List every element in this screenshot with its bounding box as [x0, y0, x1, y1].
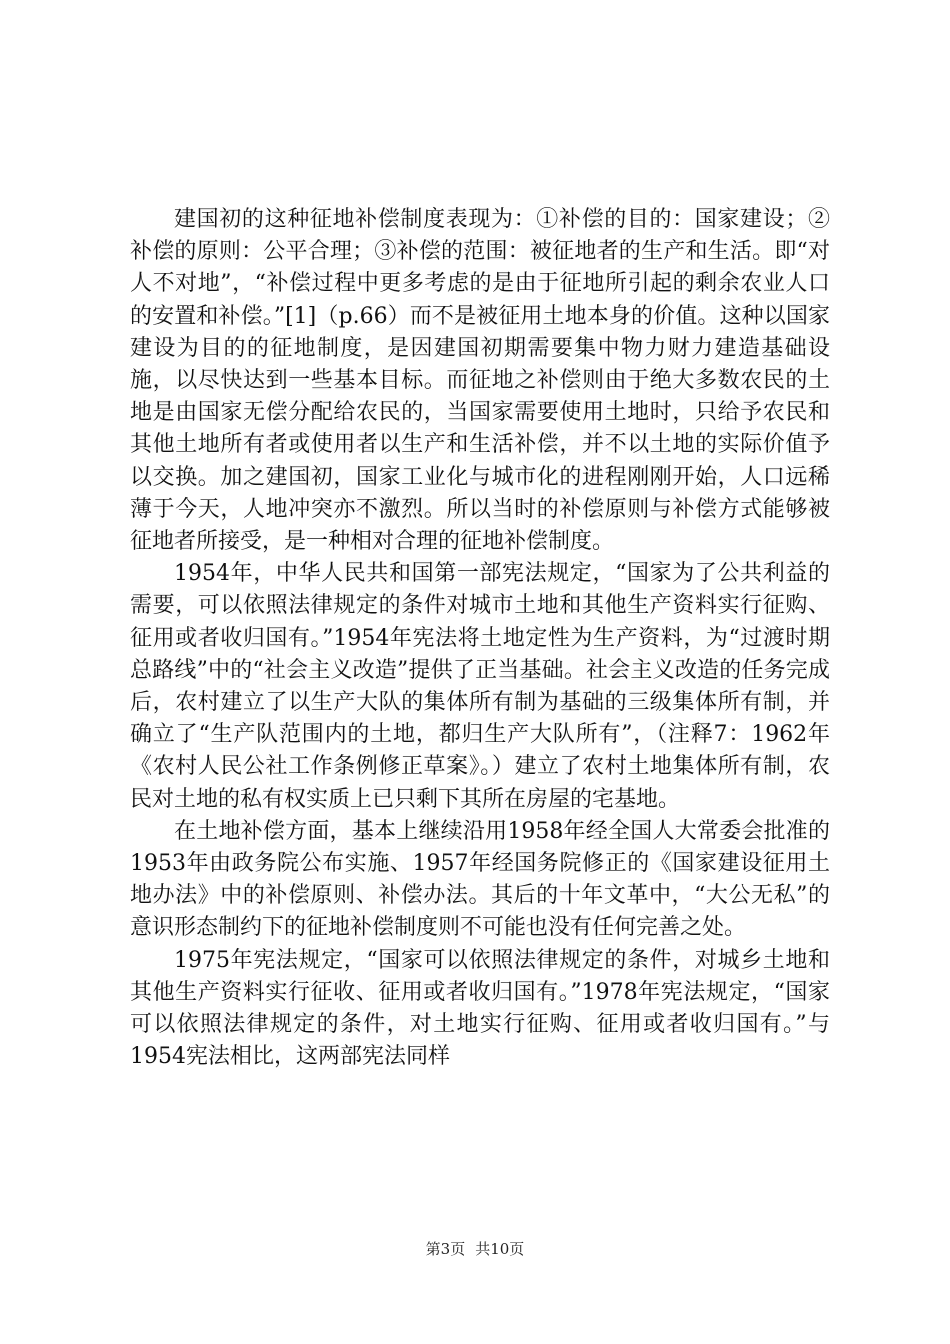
- paragraph: 建国初的这种征地补偿制度表现为：①补偿的目的：国家建设；②补偿的原则：公平合理；③补偿的范围：被征地者的生产和生活。即“对人不对地”，“补偿过程中更多考虑的是由于征地所引起的剩余农业人口的安置和补偿。”[1]（p.66）而不是被征用土地本身的价值。这种以国家建设为目的的征地制度，是因建国初期需要集中物力财力建造基础设施，以尽快达到一些基本目标。而征地之补偿则由于绝大多数农民的土地是由国家无偿分配给农民的，当国家需要使用土地时，只给予农民和其他土地所有者或使用者以生产和生活补偿，并不以土地的实际价值予以交换。加之建国初，国家工业化与城市化的进程刚刚开始，人口远稀薄于今天，人地冲突亦不激烈。所以当时的补偿原则与补偿方式能够被征地者所接受，是一种相对合理的征地补偿制度。: [130, 207, 830, 555]
- paragraph: 1975年宪法规定，“国家可以依照法律规定的条件，对城乡土地和其他生产资料实行征收、征用或者收归国有。”1978年宪法规定，“国家可以依照法律规定的条件，对土地实行征购、征用或者收归国有。”与1954宪法相比，这两部宪法同样: [130, 947, 830, 1070]
- document-body: [130, 204, 830, 1073]
- paragraph: 1954年，中华人民共和国第一部宪法规定，“国家为了公共利益的需要，可以依照法律规定的条件对城市土地和其他生产资料实行征购、征用或者收归国有。”1954年宪法将土地定性为生产资料，为“过渡时期总路线”中的“社会主义改造”提供了正当基础。社会主义改造的任务完成后，农村建立了以生产大队的集体所有制为基础的三级集体所有制，并确立了“生产队范围内的土地，都归生产大队所有”，（注释7：1962年《农村人民公社工作条例修正草案》。）建立了农村土地集体所有制，农民对土地的私有权实质上已只剩下其所在房屋的宅基地。: [130, 561, 830, 812]
- page-footer: [0, 1238, 950, 1259]
- page-number: 第3页: [425, 1240, 466, 1258]
- page-total: 共10页: [475, 1240, 525, 1258]
- paragraph: 在土地补偿方面，基本上继续沿用1958年经全国人大常委会批准的1953年由政务院公布实施、1957年经国务院修正的《国家建设征用土地办法》中的补偿原则、补偿办法。其后的十年文革中，“大公无私”的意识形态制约下的征地补偿制度则不可能也没有任何完善之处。: [130, 818, 830, 941]
